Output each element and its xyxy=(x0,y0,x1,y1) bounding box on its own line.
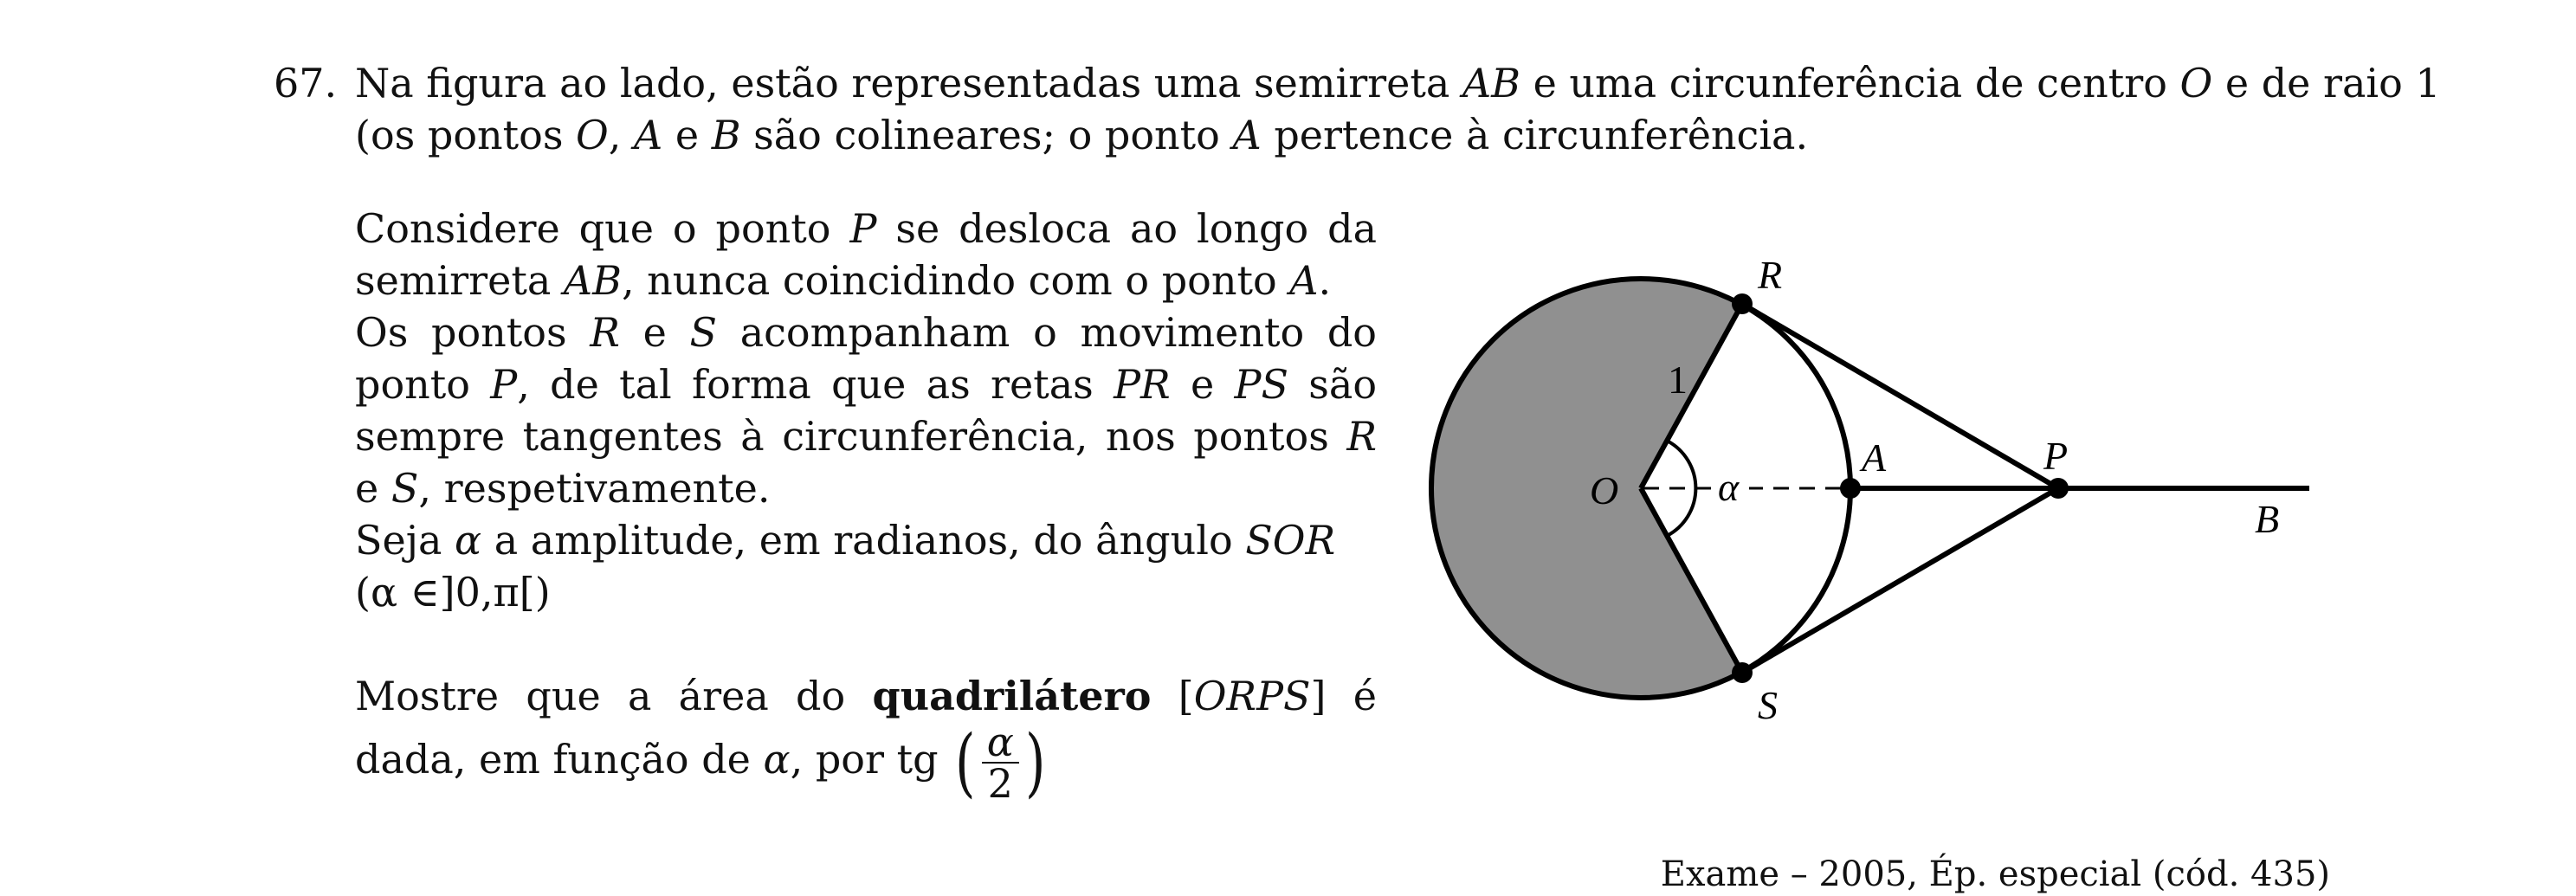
tangent-pr xyxy=(1742,304,2058,488)
ray-ab-inline: AB xyxy=(563,257,622,304)
label-r: R xyxy=(1758,253,1783,297)
intro-line-2: (os pontos O, A e B são colineares; o ponto A pertence à circunferência. xyxy=(355,112,1809,158)
paragraph-2: Os pontos R e S acompanham o movimento do ponto P, de tal forma que as retas PR e PS são sempre tangentes à circunferência, nos pontos R e S, respetivamente. xyxy=(355,309,1378,512)
exam-source: Exame – 2005, Ép. especial (cód. 435) xyxy=(1660,854,2330,894)
bold-quadrilateral: quadrilátero xyxy=(872,673,1152,719)
tg-fraction: ( $\frac{\alpha}{2}$ ) xyxy=(955,719,1046,807)
point-s xyxy=(1732,662,1753,683)
paragraph-4: Mostre que a área do quadrilátero [ORPS] é dada, em função de α, por tg ( $\frac{\alpha}{2}$ ) xyxy=(355,673,1377,807)
label-b: B xyxy=(2255,497,2280,541)
exercise-number: 67. xyxy=(274,60,338,106)
paragraph-1: Considere que o ponto P se desloca ao longo da semirreta AB, nunca coincidindo com o ponto A. xyxy=(355,205,1378,304)
label-o: O xyxy=(1590,468,1619,512)
fraction-numerator: α xyxy=(982,722,1019,764)
label-s: S xyxy=(1758,683,1778,727)
intro-line-1: Na figura ao lado, estão representadas uma semirreta AB e uma circunferência de centro O e de raio 1 xyxy=(355,60,2441,106)
geometry-figure xyxy=(1403,234,2338,745)
center-o: O xyxy=(2179,60,2213,106)
fraction-denominator: 2 xyxy=(987,760,1013,807)
label-p: P xyxy=(2043,434,2069,478)
tangent-ps xyxy=(1742,488,2058,673)
alpha-domain: (α ∈]0,π[) xyxy=(355,569,551,616)
exercise-intro xyxy=(355,57,2441,161)
ray-ab: AB xyxy=(1462,60,1520,106)
point-r xyxy=(1732,293,1753,314)
point-p xyxy=(2048,478,2069,499)
exercise-statement xyxy=(355,203,1378,807)
point-a xyxy=(1840,478,1861,499)
label-alpha: α xyxy=(1718,465,1740,509)
label-radius: 1 xyxy=(1668,358,1688,402)
paragraph-3: Seja α a amplitude, em radianos, do ângulo SOR (α ∈]0,π[) xyxy=(355,517,1336,616)
label-a: A xyxy=(1862,435,1887,480)
